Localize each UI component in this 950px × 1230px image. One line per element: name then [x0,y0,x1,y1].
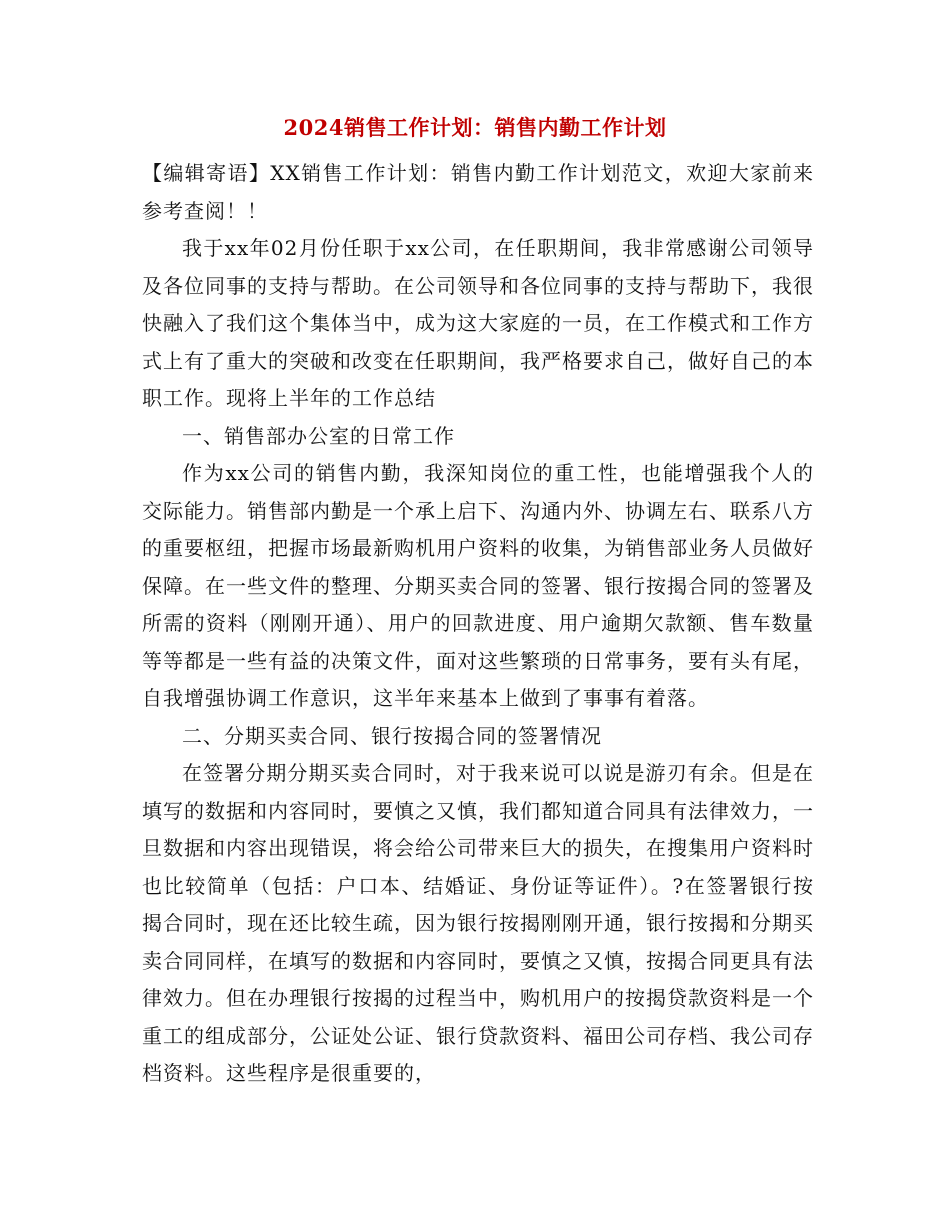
section-2-paragraph: 在签署分期分期买卖合同时，对于我来说可以说是游刃有余。但是在填写的数据和内容同时，要慎之又慎，我们都知道合同具有法律效力，一旦数据和内容出现错误，将会给公司带来巨大的损失，在搜集用户资料时也比较简单（包括：户口本、结婚证、身份证等证件）。?在签署银行按揭合同时，现在还比较生疏，因为银行按揭刚刚开通，银行按揭和分期买卖合同同样，在填写的数据和内容同时，要慎之又慎，按揭合同更具有法律效力。但在办理银行按揭的过程当中，购机用户的按揭贷款资料是一个重工的组成部分，公证处公证、银行贷款资料、福田公司存档、我公司存档资料。这些程序是很重要的， [142,761,814,1085]
editor-note-paragraph: 【编辑寄语】XX销售工作计划：销售内勤工作计划范文，欢迎大家前来参考查阅！！ [142,161,814,223]
section-heading-2: 二、分期买卖合同、银行按揭合同的签署情况 [182,723,602,748]
section-heading-1: 一、销售部办公室的日常工作 [182,423,455,448]
document-body [142,155,814,1093]
section-1-paragraph: 作为xx公司的销售内勤，我深知岗位的重工性，也能增强我个人的交际能力。销售部内勤是一个承上启下、沟通内外、协调左右、联系八方的重要枢纽，把握市场最新购机用户资料的收集，为销售部业务人员做好保障。在一些文件的整理、分期买卖合同的签署、银行按揭合同的签署及所需的资料（刚刚开通）、用户的回款进度、用户逾期欠款额、售车数量等等都是一些有益的决策文件，面对这些繁琐的日常事务，要有头有尾，自我增强协调工作意识，这半年来基本上做到了事事有着落。 [142,461,814,710]
intro-paragraph: 我于xx年02月份任职于xx公司，在任职期间，我非常感谢公司领导及各位同事的支持与帮助。在公司领导和各位同事的支持与帮助下，我很快融入了我们这个集体当中，成为这大家庭的一员，在工作模式和工作方式上有了重大的突破和改变在任职期间，我严格要求自己，做好自己的本职工作。现将上半年的工作总结 [142,236,814,410]
document-title: 2024销售工作计划：销售内勤工作计划 [283,115,667,140]
